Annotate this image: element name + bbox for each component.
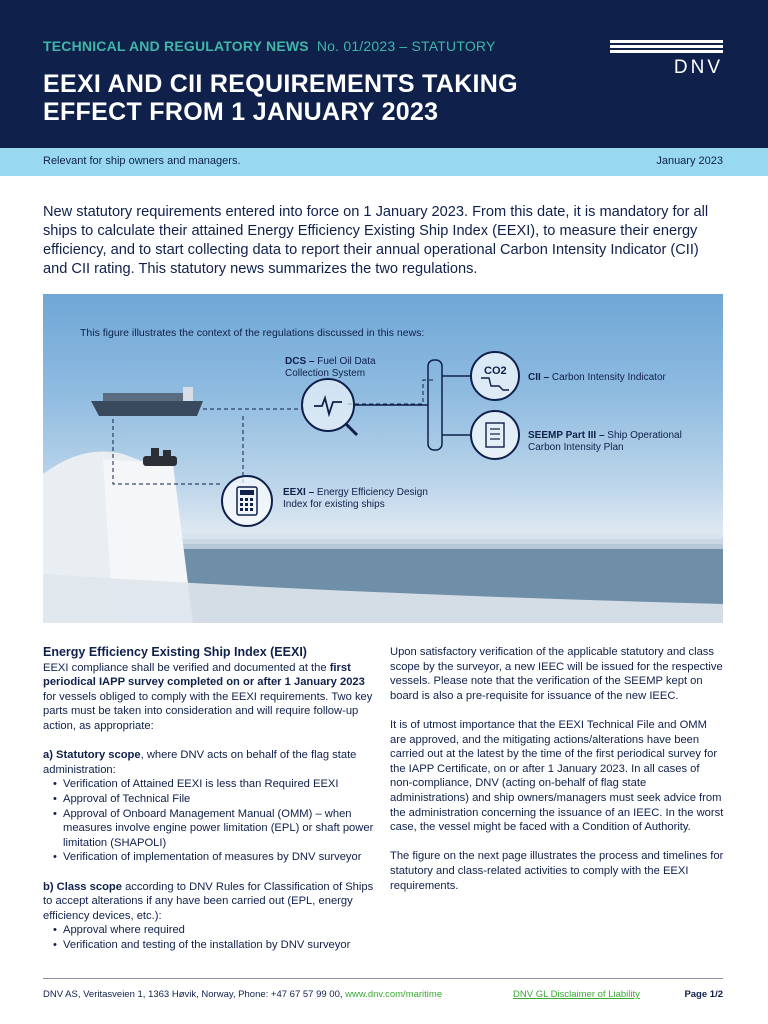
header-banner: [0, 0, 768, 148]
magnifier-handle: [346, 424, 357, 435]
footer-divider: [43, 978, 723, 979]
logo-bar: [610, 50, 723, 53]
context-figure: [43, 294, 723, 623]
eexi-intro-paragraph: [43, 661, 377, 734]
connector-line: [348, 380, 433, 404]
eexi-intro-text: EEXI compliance shall be verified and documented at the: [43, 661, 330, 674]
cii-label-bold: CII –: [528, 372, 550, 383]
ieec-paragraph: Upon satisfactory verification of the applicable statutory and class scope by the surveyor, a new IEEC will be issued for the respective vessels. Please note that the verification of the SEEMP kept on board is also a pre-requisite for issuance of the new IEEC.: [390, 646, 723, 702]
page-title: EEXI AND CII REQUIREMENTS TAKING EFFECT FROM 1 JANUARY 2023: [43, 70, 518, 126]
website-link[interactable]: www.dnv.com/maritime: [345, 989, 443, 1000]
page-number: Page 1/2: [684, 989, 723, 1000]
seemp-label: [528, 430, 708, 454]
list-item: • Approval of Technical File: [53, 792, 377, 807]
audience-text: Relevant for ship owners and managers.: [43, 155, 241, 167]
seemp-label-text: Ship Operational Carbon Intensity Plan: [528, 430, 682, 453]
dnv-logo: [610, 40, 723, 92]
logo-bar: [610, 45, 723, 48]
list-item: • Verification of implementation of measures by DNV surveyor: [53, 850, 377, 865]
relevance-bar: [0, 148, 768, 176]
container-ship-cargo: [103, 393, 183, 401]
statutory-scope-label: a) Statutory scope: [43, 749, 141, 762]
disclaimer-link[interactable]: DNV GL Disclaimer of Liability: [513, 989, 640, 1000]
connector-line: [203, 400, 303, 409]
list-item: • Verification of Attained EEXI is less than Required EEXI: [53, 777, 377, 792]
funnel-top: [143, 456, 177, 466]
seemp-checklist-icon: [471, 411, 519, 459]
header-kicker: [43, 38, 496, 54]
logo-text: DNV: [673, 57, 723, 78]
list-item: • Verification and testing of the installation by DNV surveyor: [53, 938, 377, 953]
next-page-paragraph: The figure on the next page illustrates the process and timelines for statutory and class-related activities to comply with the EEXI requirements.: [390, 850, 724, 892]
issue-date: January 2023: [656, 155, 723, 167]
logo-bar: [610, 40, 723, 43]
cii-label: [528, 372, 718, 384]
eexi-label-text: Energy Efficiency Design Index for existing ships: [283, 487, 428, 510]
list-item: • Approval where required: [53, 923, 377, 938]
eexi-label: [283, 487, 443, 511]
container-ship-bridge: [183, 387, 193, 401]
list-item: • Approval of Onboard Management Manual (OMM) – when measures involve engine power limitation (EPL) or shaft power limitation (SHAPOLI): [53, 807, 377, 851]
funnel-pipe: [151, 448, 159, 458]
container-ship-hull: [91, 401, 203, 416]
calculator-screen: [240, 490, 254, 495]
issue-number: No. 01/2023 – STATUTORY: [316, 38, 496, 54]
right-column: [390, 645, 724, 893]
calculator-keys: [240, 498, 253, 511]
class-scope-text: according to DNV Rules for Classification of Ships to accept alterations if any have been carried out (EPL, energy efficiency devices, etc.):: [43, 880, 374, 922]
co2-label: CO2: [484, 365, 507, 377]
address-text: DNV AS, Veritasveien 1, 1363 Høvik, Norway, Phone: +47 67 57 99 00,: [43, 989, 346, 1000]
class-scope-list: [43, 923, 377, 952]
bracket: [428, 360, 442, 450]
news-category: TECHNICAL AND REGULATORY NEWS: [43, 38, 309, 54]
figure-caption: This figure illustrates the context of the regulations discussed in this news:: [80, 327, 425, 339]
seemp-label-bold: SEEMP Part III –: [528, 430, 605, 441]
dcs-label-text: Fuel Oil Data Collection System: [285, 356, 376, 379]
statutory-scope-text: , where DNV acts on behalf of the flag state administration:: [43, 749, 357, 776]
left-column: [43, 645, 377, 952]
statutory-scope-paragraph: [43, 748, 377, 777]
dcs-label: [285, 356, 395, 380]
class-scope-paragraph: [43, 880, 377, 924]
intro-paragraph: New statutory requirements entered into force on 1 January 2023. From this date, it is mandatory for all ships to calculate their attained Energy Efficiency Existing Ship Index (EEXI), to measure their energy efficiency, and to start collecting data to report their annual operational Carbon Intensity Indicator (CII) and CII rating. This statutory news summarizes the two regulations.: [43, 204, 709, 277]
eexi-intro-bold: first periodical IAPP survey completed on or after 1 January 2023: [43, 661, 365, 689]
importance-paragraph: It is of utmost importance that the EEXI Technical File and OMM are approved, and the mitigating actions/alterations have been carried out at the latest by the time of the first periodical survey for the IAPP Certificate, on or after 1 January 2023. In all cases of non-compliance, DNV (acting on-behalf of flag state administrations) and ship owners/managers must seek advice from the administration concerning the issuance of an IEEC. In the worst case, the vessel might be faced with a Condition of Authority.: [390, 718, 724, 834]
eexi-label-bold: EEXI –: [283, 487, 315, 498]
footer-address: [43, 989, 442, 1000]
class-scope-label: b) Class scope: [43, 880, 122, 893]
figure-illustration: [43, 294, 723, 623]
statutory-scope-list: [43, 777, 377, 865]
cii-label-text: Carbon Intensity Indicator: [551, 372, 666, 383]
dcs-magnifier-icon: [302, 379, 354, 431]
eexi-intro-text-end: for vessels obliged to comply with the EEXI requirements. Two key parts must be taken into consideration and will require follow-up action, as appropriate:: [43, 690, 373, 732]
dcs-label-bold: DCS –: [285, 356, 315, 367]
eexi-section-heading: Energy Efficiency Existing Ship Index (EEXI): [43, 645, 307, 659]
funnel-pipe: [163, 450, 171, 458]
